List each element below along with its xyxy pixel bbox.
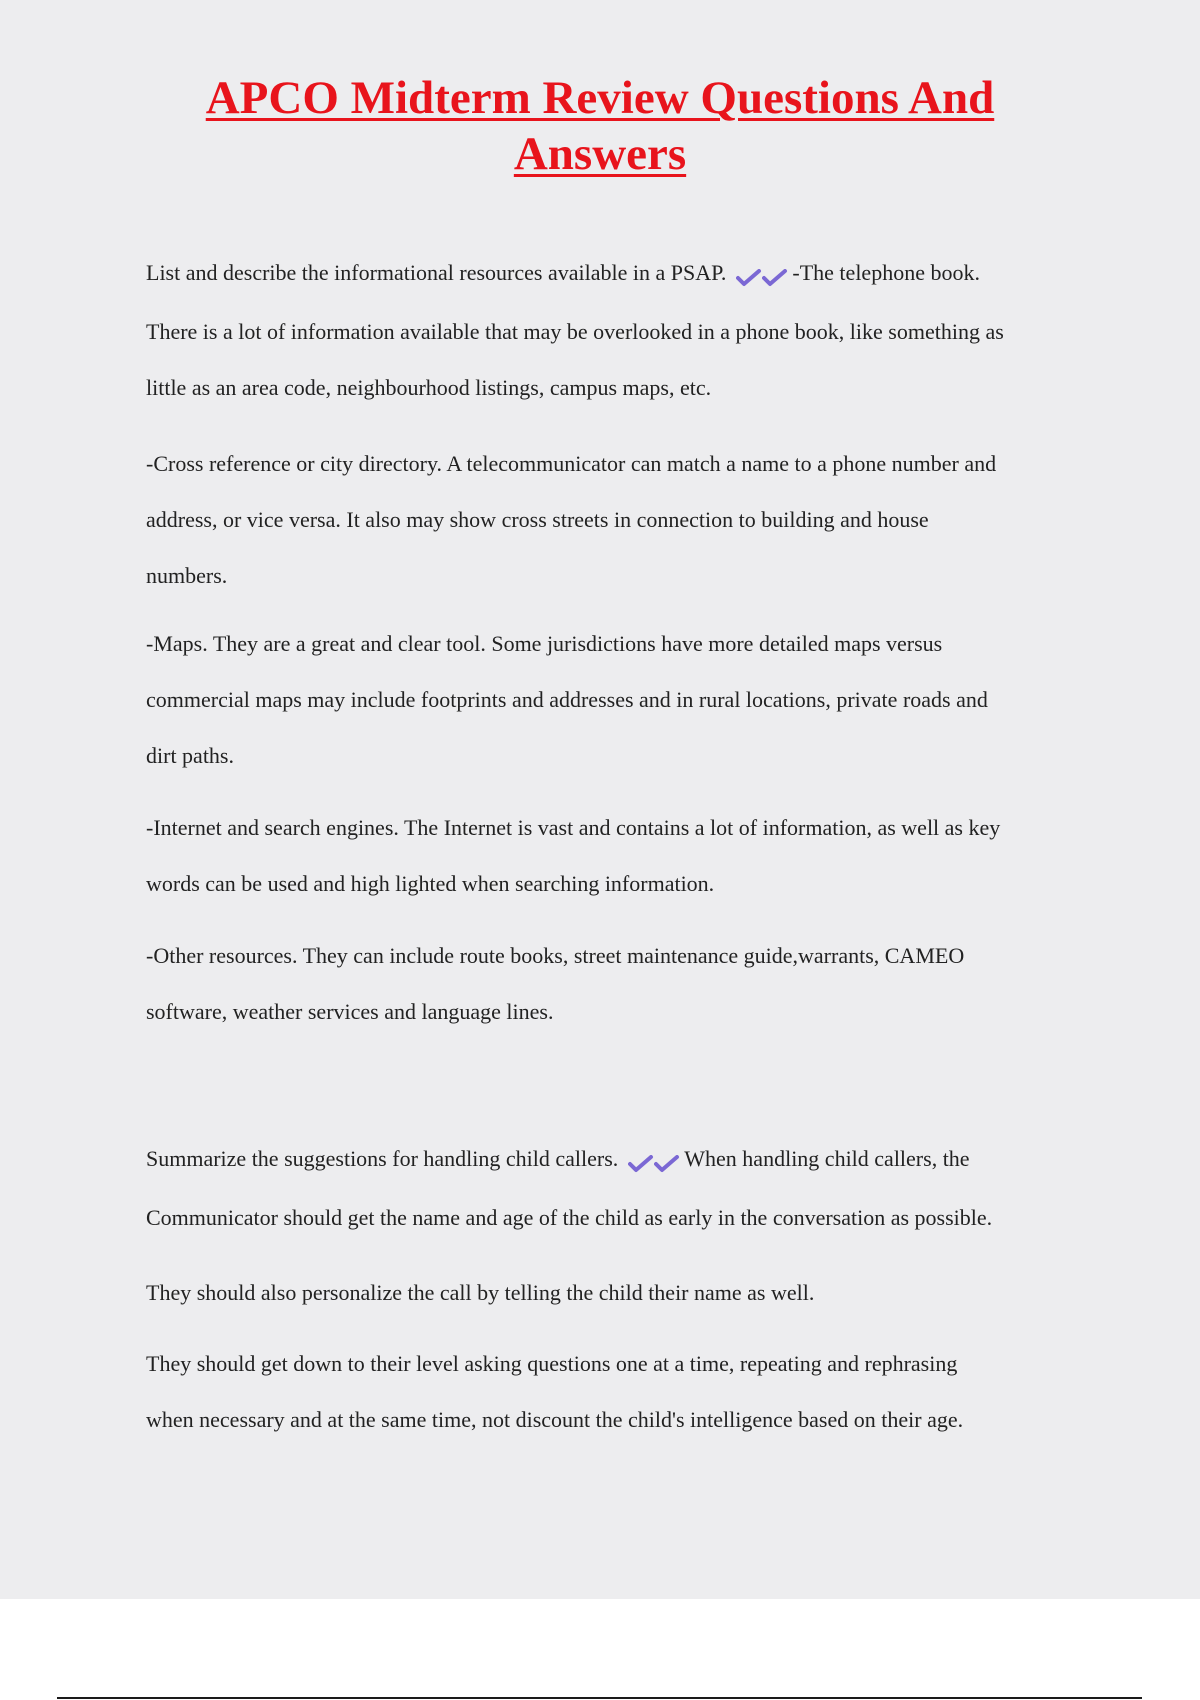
document-title: [150, 70, 1050, 182]
answer-line: address, or vice versa. It also may show cross streets in connection to building and house: [146, 507, 929, 532]
answer-line: words can be used and high lighted when searching information.: [146, 871, 715, 896]
answer-line: They should also personalize the call by telling the child their name as well.: [146, 1280, 815, 1305]
answer-line: -Cross reference or city directory. A telecommunicator can match a name to a phone number and: [146, 451, 997, 476]
answer-line: little as an area code, neighbourhood listings, campus maps, etc.: [146, 375, 712, 400]
question-text: Summarize the suggestions for handling child callers.: [146, 1146, 619, 1171]
answer-line: Communicator should get the name and age of the child as early in the conversation as possible.: [146, 1205, 993, 1230]
answer-line: dirt paths.: [146, 743, 234, 768]
qa-2-opening: [146, 1131, 1106, 1246]
qa-2-first-line: [146, 1131, 1106, 1190]
answer-line: software, weather services and language lines.: [146, 999, 554, 1024]
answer-line: when necessary and at the same time, not discount the child's intelligence based on their age.: [146, 1407, 964, 1432]
answer-paragraph-internet: [146, 800, 1106, 912]
answer-line: There is a lot of information available that may be overlooked in a phone book, like something as: [146, 319, 1004, 344]
answer-line: They should get down to their level asking questions one at a time, repeating and rephrasing: [146, 1351, 958, 1376]
answer-text: When handling child callers, the: [684, 1146, 970, 1171]
title-line-1: APCO Midterm Review Questions And: [205, 72, 995, 124]
answer-paragraph-level: [146, 1336, 1106, 1448]
answer-line: commercial maps may include footprints and addresses and in rural locations, private roads and: [146, 687, 988, 712]
qa-1-first-line: [146, 245, 1106, 304]
answer-paragraph-maps: [146, 616, 1106, 784]
question-text: List and describe the informational resources available in a PSAP.: [146, 260, 727, 285]
answer-line: numbers.: [146, 563, 228, 588]
answer-paragraph-cross-reference: [146, 436, 1106, 604]
answer-line: -Maps. They are a great and clear tool. Some jurisdictions have more detailed maps versus: [146, 631, 943, 656]
answer-line: -Other resources. They can include route books, street maintenance guide,warrants, CAMEO: [146, 943, 965, 968]
double-checkmark-icon: [736, 248, 788, 304]
footer-divider: [57, 1697, 1142, 1699]
title-line-2: Answers: [513, 128, 687, 180]
answer-paragraph-personalize: [146, 1265, 1106, 1321]
answer-paragraph-other-resources: [146, 928, 1106, 1040]
answer-text: -The telephone book.: [792, 260, 980, 285]
answer-line: -Internet and search engines. The Internet is vast and contains a lot of information, as well as key: [146, 815, 1001, 840]
qa-1-opening: [146, 245, 1106, 416]
double-checkmark-icon: [628, 1134, 680, 1190]
